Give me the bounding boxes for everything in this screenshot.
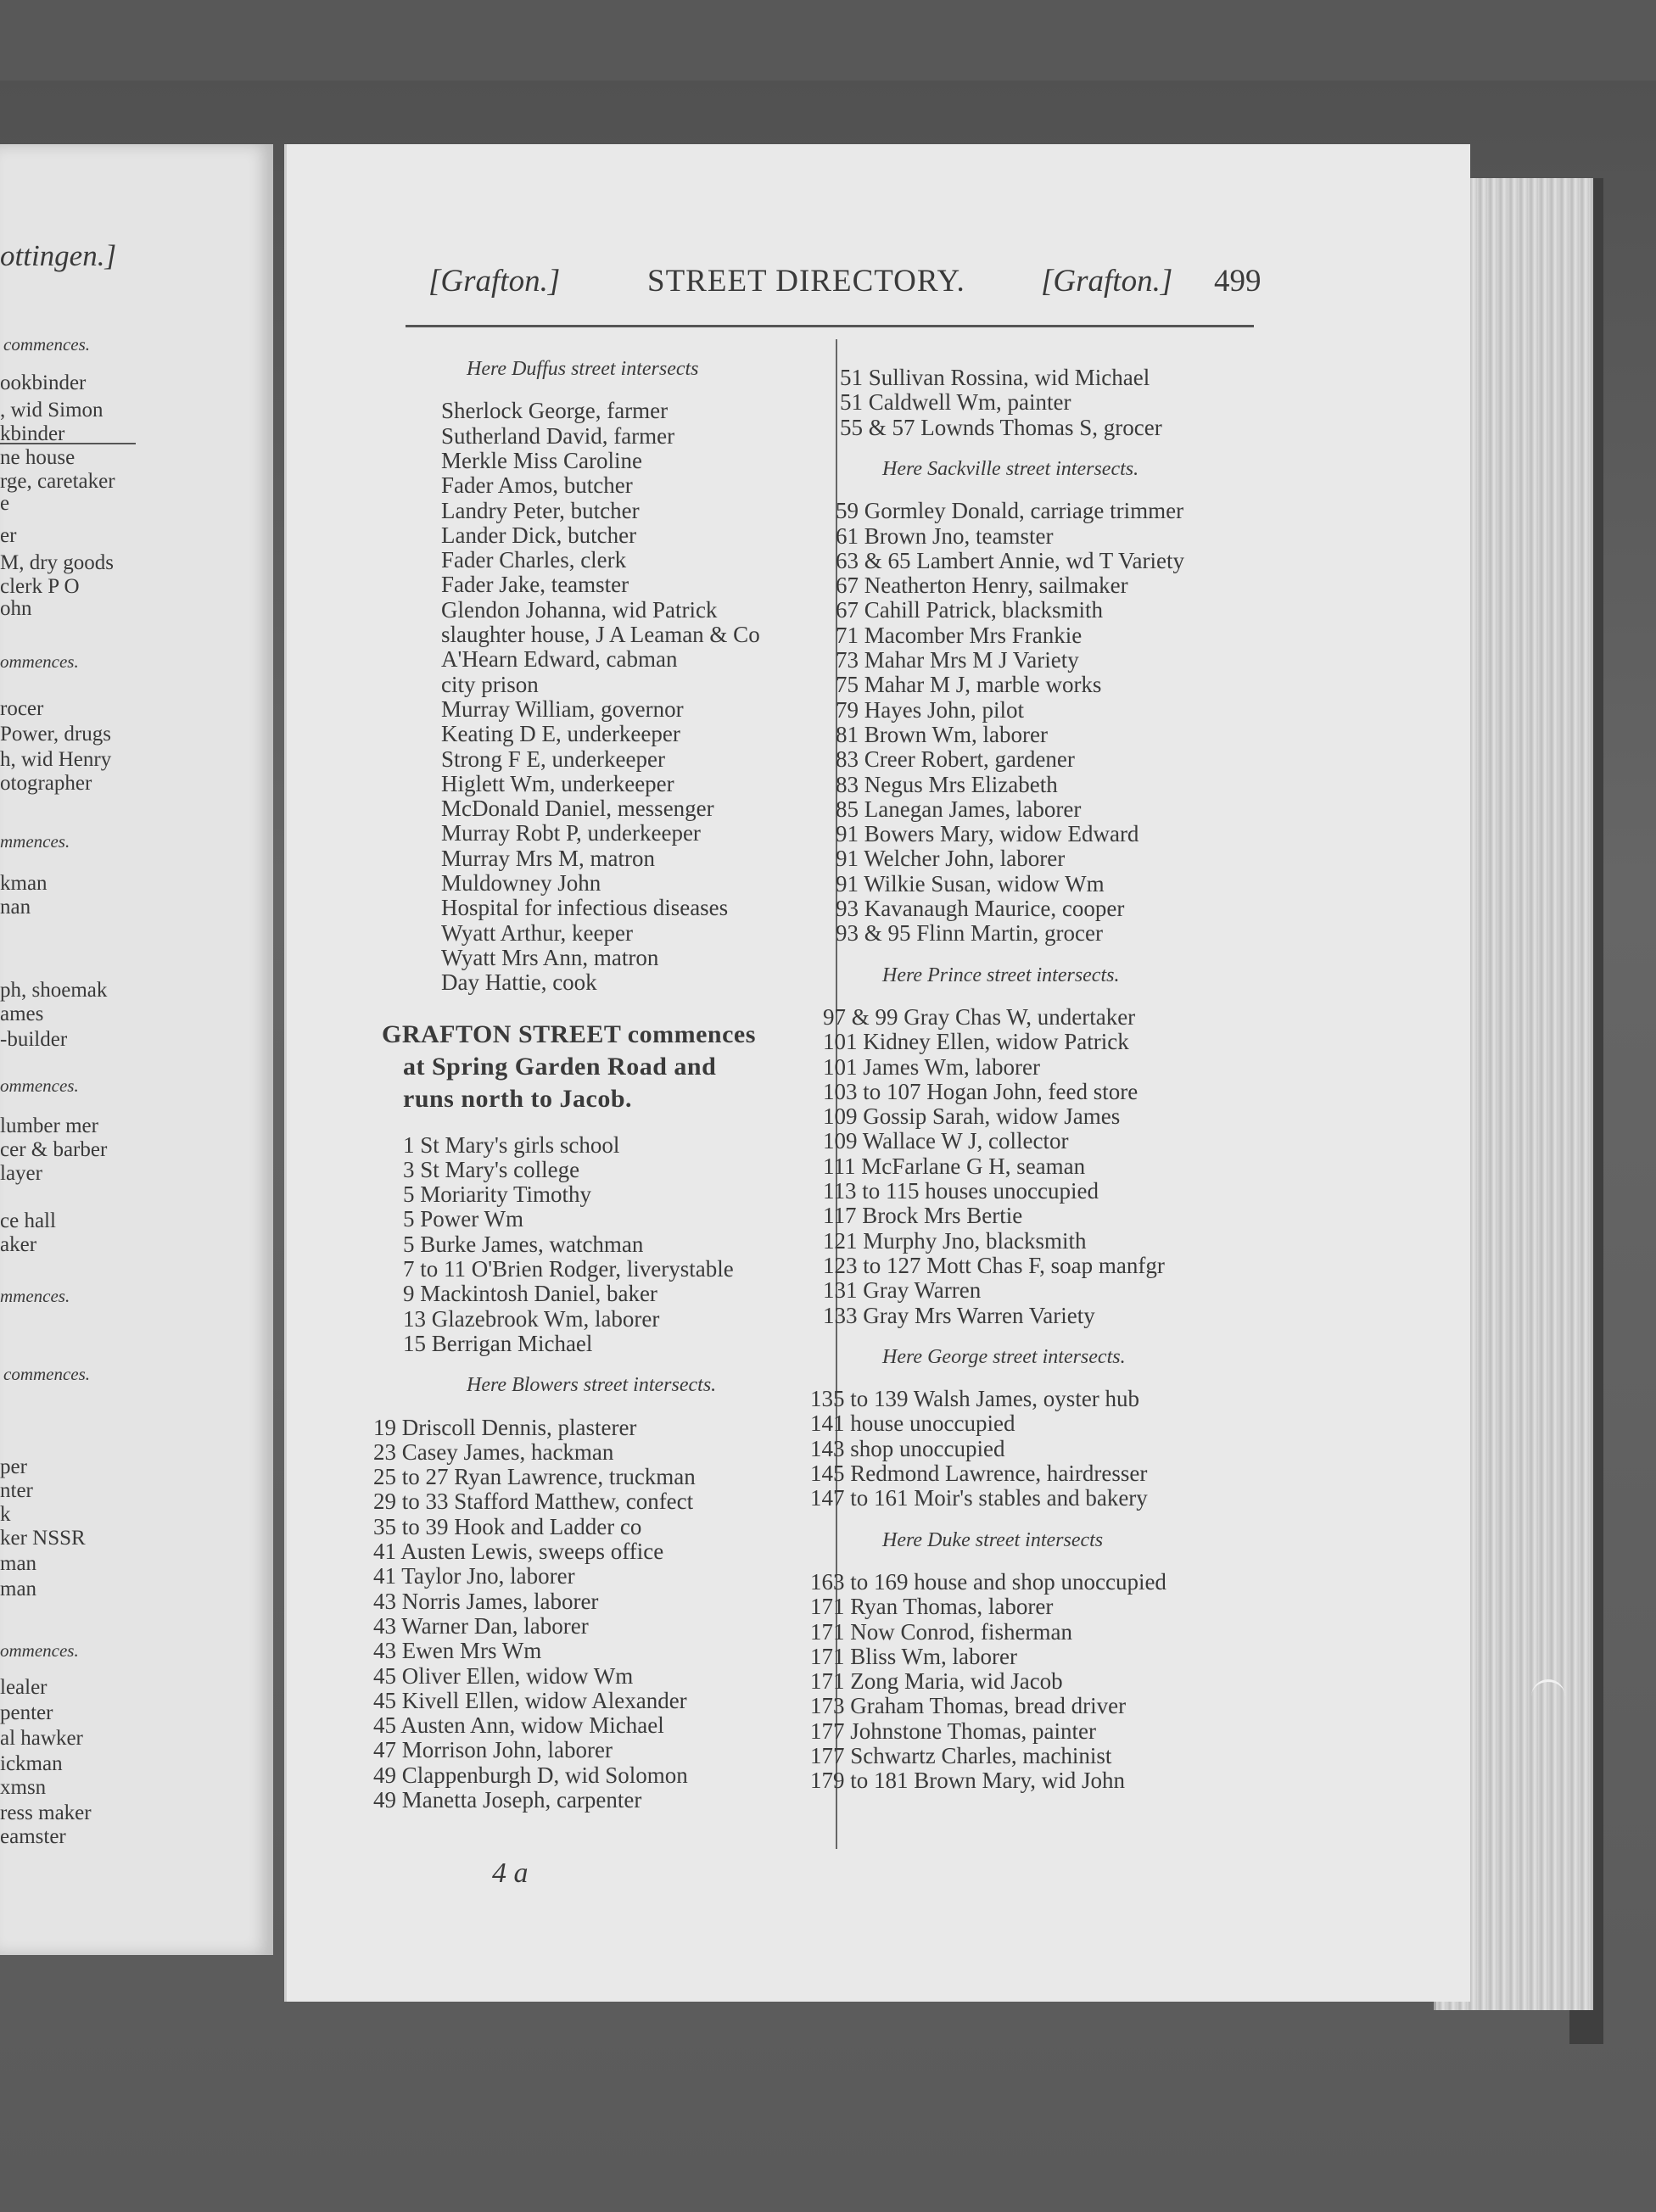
directory-entry: 73 Mahar Mrs M J Variety: [836, 647, 1079, 673]
directory-entry: Fader Amos, butcher: [441, 472, 633, 499]
left-page-text-fragment: kbinder: [0, 422, 65, 445]
directory-entry: Landry Peter, butcher: [441, 497, 640, 523]
left-page-text-fragment: ickman: [0, 1752, 63, 1775]
left-page-text-fragment: ph, shoemak: [0, 979, 108, 1002]
header-rule: [406, 325, 1254, 327]
directory-entry: 25 to 27 Ryan Lawrence, truckman: [373, 1464, 696, 1490]
directory-entry: 171 Now Conrod, fisherman: [810, 1618, 1072, 1645]
page-header: [428, 263, 1268, 305]
left-page-text-fragment: man: [0, 1552, 37, 1575]
left-page-text-fragment: h, wid Henry: [0, 748, 112, 771]
directory-entry: 29 to 33 Stafford Matthew, confect: [373, 1489, 694, 1515]
directory-entry: 123 to 127 Mott Chas F, soap manfgr: [823, 1252, 1165, 1278]
left-page-text-fragment: man: [0, 1578, 37, 1600]
header-title: STREET DIRECTORY.: [647, 264, 965, 299]
directory-entry: 111 McFarlane G H, seaman: [823, 1153, 1086, 1179]
page-number: 499: [1214, 264, 1262, 299]
directory-entry: 117 Brock Mrs Bertie: [823, 1203, 1023, 1229]
left-page-text-fragment: Power, drugs: [0, 723, 111, 746]
directory-entry: 91 Wilkie Susan, widow Wm: [836, 870, 1105, 897]
directory-entry: 109 Wallace W J, collector: [823, 1128, 1069, 1154]
left-page-text-fragment: ker NSSR: [0, 1527, 86, 1550]
directory-entry: 51 Caldwell Wm, painter: [840, 389, 1071, 416]
directory-entry: 79 Hayes John, pilot: [836, 696, 1024, 723]
directory-entry: 85 Lanegan James, laborer: [836, 796, 1082, 822]
directory-entry: 1 St Mary's girls school: [403, 1131, 620, 1158]
left-page-text-fragment: xmsn: [0, 1776, 47, 1799]
left-page-text-fragment: ommences.: [0, 651, 79, 672]
directory-entry: 9 Mackintosh Daniel, baker: [403, 1281, 657, 1307]
left-page-text-fragment: ress maker: [0, 1801, 92, 1824]
directory-entry: 61 Brown Jno, teamster: [836, 522, 1054, 549]
directory-entry: 43 Warner Dan, laborer: [373, 1612, 589, 1639]
directory-entry: 171 Zong Maria, wid Jacob: [810, 1668, 1063, 1695]
directory-entry: 5 Burke James, watchman: [403, 1231, 644, 1257]
left-page-text-fragment: , wid Simon: [0, 399, 104, 422]
left-page-text-fragment: er: [0, 524, 17, 547]
left-page-text-fragment: rge, caretaker: [0, 470, 115, 493]
directory-entry: 47 Morrison John, laborer: [373, 1737, 613, 1763]
directory-entry: 49 Manetta Joseph, carpenter: [373, 1787, 642, 1813]
left-page-text-fragment: clerk P O: [0, 575, 80, 598]
left-page-text-fragment: mmences.: [0, 1286, 70, 1306]
directory-entry: 15 Berrigan Michael: [403, 1330, 593, 1356]
intersection-note: Here George street intersects.: [882, 1345, 1126, 1368]
directory-entry: 45 Kivell Ellen, widow Alexander: [373, 1687, 687, 1713]
directory-entry: 3 St Mary's college: [403, 1156, 580, 1182]
left-page-text-fragment: ommences.: [0, 1075, 79, 1096]
directory-entry: McDonald Daniel, messenger: [441, 796, 714, 822]
directory-entry: 13 Glazebrook Wm, laborer: [403, 1305, 660, 1332]
left-page-text-fragment: aker: [0, 1233, 37, 1256]
directory-entry: 171 Bliss Wm, laborer: [810, 1643, 1017, 1669]
directory-entry: Hospital for infectious diseases: [441, 895, 729, 921]
street-heading: runs north to Jacob.: [403, 1084, 633, 1113]
directory-entry: 45 Austen Ann, widow Michael: [373, 1712, 664, 1739]
directory-entry: 93 Kavanaugh Maurice, cooper: [836, 896, 1125, 921]
directory-entry: 179 to 181 Brown Mary, wid John: [810, 1768, 1125, 1794]
directory-entry: 109 Gossip Sarah, widow James: [823, 1103, 1121, 1130]
directory-entry: 145 Redmond Lawrence, hairdresser: [810, 1461, 1148, 1486]
directory-entry: 63 & 65 Lambert Annie, wd T Variety: [836, 547, 1184, 573]
left-page-text-fragment: rocer: [0, 697, 44, 720]
directory-entry: 83 Negus Mrs Elizabeth: [836, 771, 1058, 797]
intersection-note: Here Sackville street intersects.: [882, 457, 1139, 480]
left-page-text-fragment: otographer: [0, 772, 92, 795]
directory-entry: Higlett Wm, underkeeper: [441, 770, 674, 796]
scanner-top-strip: [0, 0, 1656, 81]
directory-entry: Lander Dick, butcher: [441, 522, 637, 548]
left-page-text-fragment: eamster: [0, 1825, 66, 1848]
left-page-text-fragment: commences.: [3, 334, 91, 355]
directory-entry: 91 Bowers Mary, widow Edward: [836, 821, 1139, 847]
directory-entry: 49 Clappenburgh D, wid Solomon: [373, 1762, 688, 1788]
directory-entry: 101 Kidney Ellen, widow Patrick: [823, 1029, 1129, 1055]
directory-entry: Wyatt Arthur, keeper: [441, 919, 633, 946]
directory-entry: 43 Norris James, laborer: [373, 1588, 599, 1614]
left-page-text-fragment: lealer: [0, 1676, 48, 1699]
directory-entry: 97 & 99 Gray Chas W, undertaker: [823, 1003, 1136, 1030]
directory-entry: 55 & 57 Lownds Thomas S, grocer: [840, 414, 1162, 440]
directory-entry: Glendon Johanna, wid Patrick: [441, 596, 718, 623]
directory-entry: 121 Murphy Jno, blacksmith: [823, 1227, 1087, 1254]
directory-entry: 135 to 139 Walsh James, oyster hub: [810, 1386, 1140, 1412]
left-page-text-fragment: commences.: [3, 1364, 91, 1384]
directory-entry: Murray William, governor: [441, 695, 684, 722]
directory-entry: 41 Austen Lewis, sweeps office: [373, 1539, 664, 1564]
directory-entry: 133 Gray Mrs Warren Variety: [823, 1302, 1095, 1328]
street-heading: at Spring Garden Road and: [403, 1052, 717, 1081]
directory-entry: 7 to 11 O'Brien Rodger, liverystable: [403, 1256, 734, 1282]
left-page-text-fragment: nter: [0, 1479, 33, 1502]
left-page-text-fragment: cer & barber: [0, 1138, 108, 1161]
left-page-text-fragment: al hawker: [0, 1727, 83, 1750]
street-heading: GRAFTON STREET commences: [382, 1019, 756, 1048]
directory-entry: 173 Graham Thomas, bread driver: [810, 1693, 1127, 1719]
directory-entry: 67 Cahill Patrick, blacksmith: [836, 597, 1103, 623]
directory-entry: 93 & 95 Flinn Martin, grocer: [836, 920, 1103, 947]
left-page-text-fragment: layer: [0, 1162, 42, 1185]
directory-entry: slaughter house, J A Leaman & Co: [441, 622, 760, 647]
left-page-text-fragment: kman: [0, 872, 48, 895]
intersection-note: Here Duke street intersects: [882, 1528, 1104, 1551]
directory-entry: 51 Sullivan Rossina, wid Michael: [840, 365, 1150, 390]
left-page-text-fragment: -builder: [0, 1028, 68, 1051]
directory-entry: 45 Oliver Ellen, widow Wm: [373, 1662, 634, 1689]
directory-entry: Sutherland David, farmer: [441, 422, 675, 449]
directory-entry: Fader Jake, teamster: [441, 572, 629, 598]
left-page-fragment: [0, 144, 273, 1955]
left-page-text-fragment: nan: [0, 896, 31, 919]
directory-entry: 59 Gormley Donald, carriage trimmer: [836, 498, 1184, 524]
left-page-text-fragment: e: [0, 492, 10, 515]
directory-entry: 141 house unoccupied: [810, 1410, 1015, 1437]
header-right-tag: [Grafton.]: [1041, 264, 1173, 299]
left-page-text-fragment: per: [0, 1455, 27, 1478]
directory-entry: 19 Driscoll Dennis, plasterer: [373, 1414, 637, 1440]
left-page-text-fragment: ommences.: [0, 1640, 79, 1661]
directory-entry: 83 Creer Robert, gardener: [836, 746, 1075, 773]
directory-entry: 91 Welcher John, laborer: [836, 846, 1066, 872]
directory-entry: Sherlock George, farmer: [441, 398, 669, 424]
directory-entry: 43 Ewen Mrs Wm: [373, 1638, 542, 1664]
directory-entry: 81 Brown Wm, laborer: [836, 721, 1048, 747]
header-left-tag: [Grafton.]: [428, 264, 561, 299]
directory-entry: 103 to 107 Hogan John, feed store: [823, 1078, 1138, 1104]
directory-entry: 5 Power Wm: [403, 1206, 523, 1232]
directory-entry: Strong F E, underkeeper: [441, 746, 665, 772]
left-page-header-fragment: ottingen.]: [0, 239, 117, 272]
left-page-text-fragment: penter: [0, 1701, 53, 1724]
directory-entry: Keating D E, underkeeper: [441, 721, 680, 747]
directory-entry: Fader Charles, clerk: [441, 547, 627, 573]
directory-entry: 75 Mahar M J, marble works: [836, 672, 1102, 698]
directory-entry: Muldowney John: [441, 870, 601, 896]
left-page-text-fragment: M, dry goods: [0, 551, 115, 574]
directory-entry: 41 Taylor Jno, laborer: [373, 1563, 575, 1589]
directory-entry: 71 Macomber Mrs Frankie: [836, 622, 1083, 648]
directory-entry: 101 James Wm, laborer: [823, 1053, 1040, 1080]
signature-mark: 4 a: [492, 1857, 529, 1889]
directory-entry: Murray Robt P, underkeeper: [441, 820, 701, 846]
left-page-text-fragment: ne house: [0, 446, 76, 469]
directory-entry: 67 Neatherton Henry, sailmaker: [836, 573, 1128, 599]
directory-entry: Wyatt Mrs Ann, matron: [441, 944, 659, 970]
left-page-text-fragment: ohn: [0, 597, 32, 620]
directory-entry: city prison: [441, 671, 539, 697]
intersection-note: Here Prince street intersects.: [882, 964, 1120, 986]
directory-entry: 171 Ryan Thomas, laborer: [810, 1594, 1054, 1620]
intersection-note: Here Duffus street intersects: [467, 358, 699, 380]
left-page-text-fragment: k: [0, 1503, 11, 1526]
directory-entry: 5 Moriarity Timothy: [403, 1181, 592, 1208]
directory-entry: 177 Schwartz Charles, machinist: [810, 1743, 1112, 1768]
directory-entry: 35 to 39 Hook and Ladder co: [373, 1513, 642, 1539]
directory-entry: 147 to 161 Moir's stables and bakery: [810, 1485, 1148, 1511]
scan-glare: [1531, 1679, 1565, 1707]
intersection-note: Here Blowers street intersects.: [467, 1374, 717, 1397]
directory-entry: 177 Johnstone Thomas, painter: [810, 1718, 1096, 1744]
directory-entry: 131 Gray Warren: [823, 1277, 982, 1304]
left-page-text-fragment: mmences.: [0, 831, 70, 852]
left-page-text-fragment: lumber mer: [0, 1114, 98, 1137]
directory-entry: Merkle Miss Caroline: [441, 447, 642, 473]
directory-entry: 143 shop unoccupied: [810, 1435, 1005, 1461]
directory-entry: 113 to 115 houses unoccupied: [823, 1178, 1099, 1204]
directory-entry: A'Hearn Edward, cabman: [441, 646, 678, 673]
directory-entry: Murray Mrs M, matron: [441, 845, 655, 871]
left-page-text-fragment: ce hall: [0, 1209, 56, 1232]
left-page-text-fragment: ookbinder: [0, 371, 87, 394]
directory-entry: 163 to 169 house and shop unoccupied: [810, 1568, 1166, 1595]
left-page-text-fragment: ames: [0, 1003, 44, 1025]
directory-entry: 23 Casey James, hackman: [373, 1438, 614, 1465]
directory-entry: Day Hattie, cook: [441, 969, 597, 996]
